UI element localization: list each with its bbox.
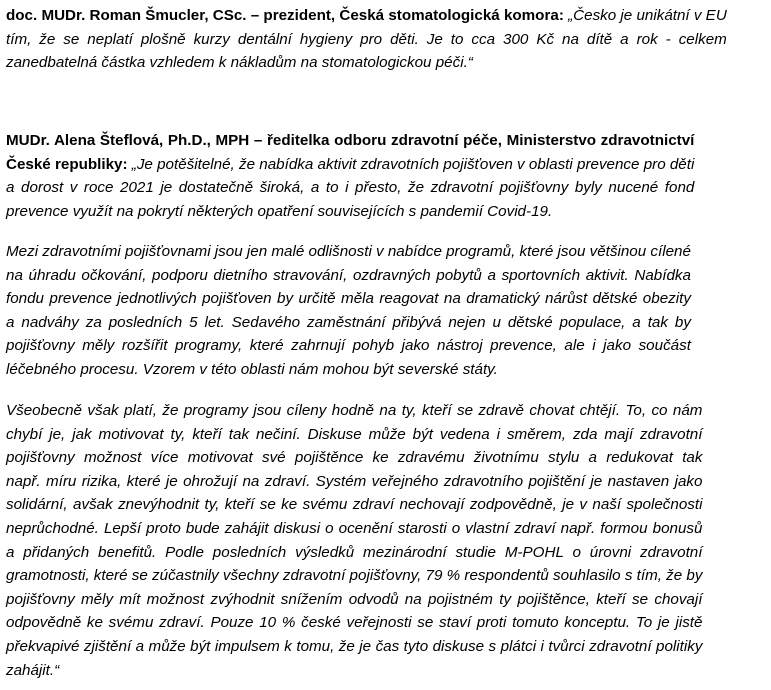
text-line: Všeobecně však platí, že programy jsou cíleny hodně na ty, kteří se zdravě chovat chtějí. To, co nám bbox=[6, 402, 703, 419]
text-line: zanedbatelná částka vzhledem k nákladům na stomatologickou péči.“ bbox=[6, 54, 473, 72]
quote-paragraph-continued-1 bbox=[6, 240, 691, 382]
quote-text: „Česko je unikátní v EU bbox=[563, 7, 727, 24]
text-line: chybí je, jak motivovat ty, kteří tak nečiní. Diskuse může být vedena i směrem, zda mají zdravotní bbox=[6, 425, 703, 443]
text-line: pojišťovny možnost více motivovat své pojištěnce ke zdravému životnímu stylu a redukovat tak bbox=[6, 449, 703, 467]
text-line: prevence využít na pokrytí některých opatření souvisejících s pandemií Covid-19. bbox=[6, 202, 553, 220]
speaker-affiliation: České republiky: bbox=[6, 155, 128, 173]
text-line: a přidaných benefitů. Podle posledních výsledků mezinárodní studie M-POHL o úrovni zdravotní bbox=[6, 543, 703, 561]
text-line: léčebného procesu. Vzorem v této oblasti nám mohou být severské státy. bbox=[6, 360, 498, 378]
text-line: tím, že se neplatí plošně kurzy dentální hygieny pro děti. Je to cca 300 Kč na dítě a rok - celkem bbox=[6, 30, 727, 48]
text-line: Mezi zdravotními pojišťovnami jsou jen malé odlišnosti v nabídce programů, které jsou většinou cílené bbox=[6, 243, 691, 260]
speaker-name-smucler: doc. MUDr. Roman Šmucler, CSc. – prezident, Česká stomatologická komora: bbox=[6, 7, 564, 24]
quote-paragraph-continued-2 bbox=[6, 399, 702, 682]
text-line bbox=[6, 153, 694, 177]
text-line: pojišťovny měly mít možnost zvýhodnit snížením odvodů na pojistném ty pojištěnce, kteří se chovají bbox=[6, 590, 703, 608]
text-line: překvapivé zjištění a může být impulsem k tomu, že je čas tyto diskuse s plátci i tvůrci zdravotní politiky bbox=[6, 637, 703, 655]
text-line: na úhradu očkování, podporu dietního stravování, ozdravných pobytů a sportovních aktivit. Nabídka bbox=[6, 266, 691, 284]
text-line: fondu prevence jednotlivých pojišťoven by určitě měla reagovat na dramatický nárůst dětské obezity bbox=[6, 290, 691, 308]
text-line: a nadváhy za posledních 5 let. Sedavého zaměstnání přibývá nejen u dětské populace, a tak by bbox=[6, 313, 691, 331]
text-line: odpovědně ke svému zdraví. Pouze 10 % české veřejnosti se staví proti tomuto konceptu. To je jistě bbox=[6, 614, 703, 632]
text-line: gramotnosti, které se zúčastnily všechny zdravotní pojišťovny, 79 % respondentů souhlasilo s tím, že by bbox=[6, 567, 703, 585]
text-line: neprůchodné. Lepší proto bude zahájit diskusi o ocenění starosti o vlastní zdraví např. formou bonusů bbox=[6, 519, 703, 537]
quote-text: „Je potěšitelné, že nabídka aktivit zdravotních pojišťoven v oblasti prevence pro děti bbox=[127, 155, 695, 173]
quote-paragraph-steflova bbox=[6, 129, 694, 223]
quote-paragraph-smucler bbox=[6, 4, 727, 75]
text-line: pojišťovny měly rozšířit programy, které zahrnují pohyb jako nástroj prevence, ale i jako součást bbox=[6, 337, 691, 355]
text-line: zahájit.“ bbox=[6, 661, 60, 679]
text-line: např. míru rizika, které je ohrožují na zdraví. Systém veřejného zdravotního pojištění je nastaven jako bbox=[6, 472, 703, 490]
speaker-name-steflova: MUDr. Alena Šteflová, Ph.D., MPH – ředitelka odboru zdravotní péče, Ministerstvo zdravotnictví bbox=[6, 132, 695, 149]
text-line: solidární, avšak znevýhodnit ty, kteří se ke svému zdraví nechovají zodpovědně, je v naší společnosti bbox=[6, 496, 703, 514]
text-line bbox=[6, 4, 727, 28]
text-line: a dorost v roce 2021 je dostatečně široká, a to i přesto, že zdravotní pojišťovny byly nucené fond bbox=[6, 179, 695, 197]
